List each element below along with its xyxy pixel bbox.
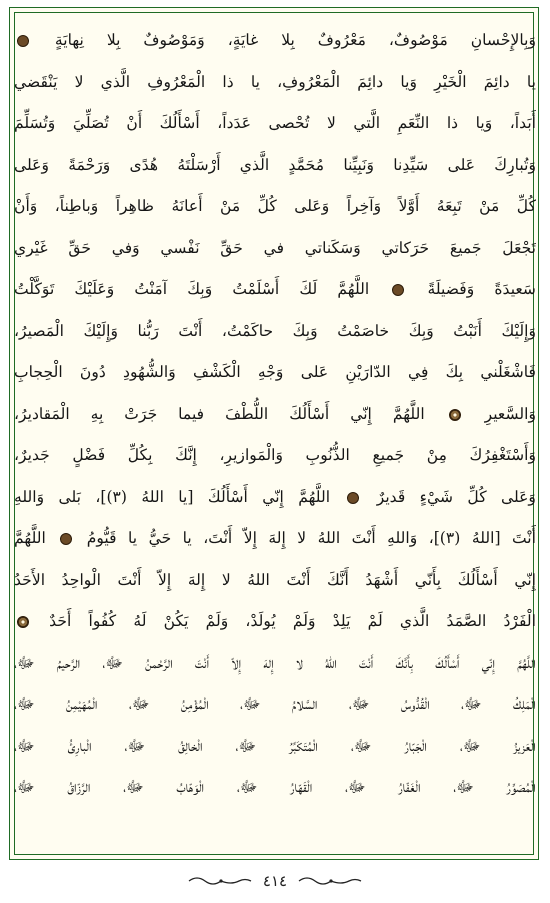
line-text: أَنْتَ [اللهُ (٣)]، وَاللهِ أَنْتَ اللهُ لا إِلهَ إِلاّ أَنْتَ، يا حَيُّ يا قَيُّومُ <box>86 529 536 547</box>
text-line <box>14 145 536 187</box>
page-footer <box>0 866 550 896</box>
dot-ornament-icon <box>60 533 72 545</box>
line-text: كُلِّ مَنْ تَبِعَهُ أَوَّلاً وَآخِراً وَعَلى كُلِّ مَنْ أَعانَهُ ظاهِراً وَباطِناً، وَأَنْ <box>14 197 536 215</box>
line-text: يا دائِمَ الْخَيْرِ وَيا دائِمَ الْمَعْرُوفِ، يا ذا الْمَعْرُوفِ الَّذي لا يَنْقَضي <box>14 72 536 91</box>
line-text-continued: اللَّهُمَّ لَكَ أَسْلَمْتُ وَبِكَ آمَنْتُ وَعَلَيْكَ تَوَكَّلْتُ <box>14 280 370 298</box>
dot-ornament-icon <box>392 284 404 296</box>
line-text: فَاشْغَلْني بِكَ فِي الدّارَيْنِ عَلى وَجْهِ الْكَشْفِ وَالشُّهُودِ دُونَ الْحِجابِ <box>14 363 536 381</box>
line-text: وَبِالإِحْسانِ مَوْصُوفٌ، مَعْرُوفٌ بِلا غايَةٍ، وَمَوْصُوفٌ بِلا نِهايَةٍ <box>54 31 536 49</box>
right-swirl-ornament-icon <box>187 875 253 887</box>
text-line <box>14 20 536 62</box>
line-text: أَبَداً، وَيا ذا النِّعَمِ الَّتي لا تُحْصى عَدَداً، أَسْأَلُكَ أَنْ تُصَلِّيَ وَتُسَلِّمَ <box>14 114 536 132</box>
text-line <box>14 435 536 477</box>
text-line <box>14 62 536 104</box>
line-text: تَجْعَلَ جَميعَ حَرَكاتي وَسَكَناتي في حَقِّ نَفْسي وَفي حَقِّ غَيْري <box>14 238 536 257</box>
line-text: الْمَلِكُ ﷻ، الْقُدُّوسُ ﷻ، السَّلامُ ﷻ، الْمُؤْمِنُ ﷻ، الْمُهَيْمِنُ ﷻ، <box>14 695 536 713</box>
line-text: وَتُبارِكَ عَلى سَيِّدِنا وَنَبِيِّنا مُحَمَّدٍ الَّذي أَرْسَلْتَهُ هُدًى وَرَحْمَةً وَعَلى <box>14 155 536 174</box>
prayer-text-block <box>14 20 536 809</box>
flower-ornament-icon <box>449 409 461 421</box>
line-text-continued: اللَّهُمَّ إِنّي أَسْأَلُكَ [يا اللهُ (٣)]، بَلى وَاللهِ <box>14 487 331 506</box>
text-line <box>14 767 536 809</box>
text-line <box>14 228 536 270</box>
text-line <box>14 103 536 145</box>
line-text-continued: اللَّهُمَّ إِنّي أَسْأَلُكَ اللُّطْفَ فيما جَرَتْ بِهِ الْمَقاديرُ، <box>14 404 425 423</box>
line-text: الْعَزيزُ ﷻ، الْجَبّارُ ﷻ، الْمُتَكَبِّرُ ﷻ، الْخالِقُ ﷻ، الْبارِئُ ﷻ، <box>14 736 536 755</box>
line-text: إِنّي أَسْأَلُكَ بِأَنّي أَشْهَدُ أَنَّكَ أَنْتَ اللهُ لا إِلهَ إِلاّ أَنْتَ الْواحِدُ الأَحَدُ <box>14 570 536 589</box>
dot-ornament-icon <box>17 35 29 47</box>
text-line <box>14 726 536 768</box>
text-line <box>14 684 536 726</box>
dot-ornament-icon <box>347 492 359 504</box>
text-line <box>14 518 536 560</box>
flower-ornament-icon <box>17 616 29 628</box>
line-text: وَالسَّعيرِ <box>484 404 536 423</box>
text-line <box>14 186 536 228</box>
text-line <box>14 352 536 394</box>
line-text: وَعَلى كُلِّ شَيْءٍ قَديرٌ <box>376 487 536 506</box>
left-swirl-ornament-icon <box>297 875 363 887</box>
text-line <box>14 394 536 436</box>
line-text-continued: اللَّهُمَّ <box>14 529 46 547</box>
text-line <box>14 560 536 602</box>
text-line <box>14 269 536 311</box>
line-text: وَإِلَيْكَ أَنَبْتُ وَبِكَ خاصَمْتُ وَبِكَ حاكَمْتُ، أَنْتَ رَبُّنا وَإِلَيْكَ الْمَصيرُ، <box>14 321 536 340</box>
text-line <box>14 311 536 353</box>
line-text: وَأَسْتَغْفِرُكَ مِنْ جَميعِ الذُّنُوبِ وَالْمَوازيرِ، إِنَّكَ بِكُلِّ فَضْلٍ جَديرٌ، <box>14 446 536 464</box>
text-line <box>14 601 536 643</box>
line-text: سَعيدَةً وَفَضيلَةً <box>427 280 536 298</box>
line-text: الْفَرْدُ الصَّمَدُ الَّذي لَمْ يَلِدْ وَلَمْ يُولَدْ، وَلَمْ يَكُنْ لَهُ كُفُواً أَحَدٌ <box>49 612 536 630</box>
text-line <box>14 643 536 685</box>
text-line <box>14 477 536 519</box>
line-text: الْمُصَوِّرُ ﷻ، الْغَفّارُ ﷻ، الْقَهّارُ ﷻ، الْوَهّابُ ﷻ، الرَّزّاقُ ﷻ، <box>14 778 536 796</box>
page-number: ٤١٤ <box>262 872 288 890</box>
line-text: اللَّهُمَّ إِنّي أَسْأَلُكَ بِأَنَّكَ أَنْتَ اللهُ لا إِلهَ إِلاّ أَنْتَ الرَّحْمنُ ﷻ، الرَّحيمُ ﷻ، <box>14 653 536 672</box>
